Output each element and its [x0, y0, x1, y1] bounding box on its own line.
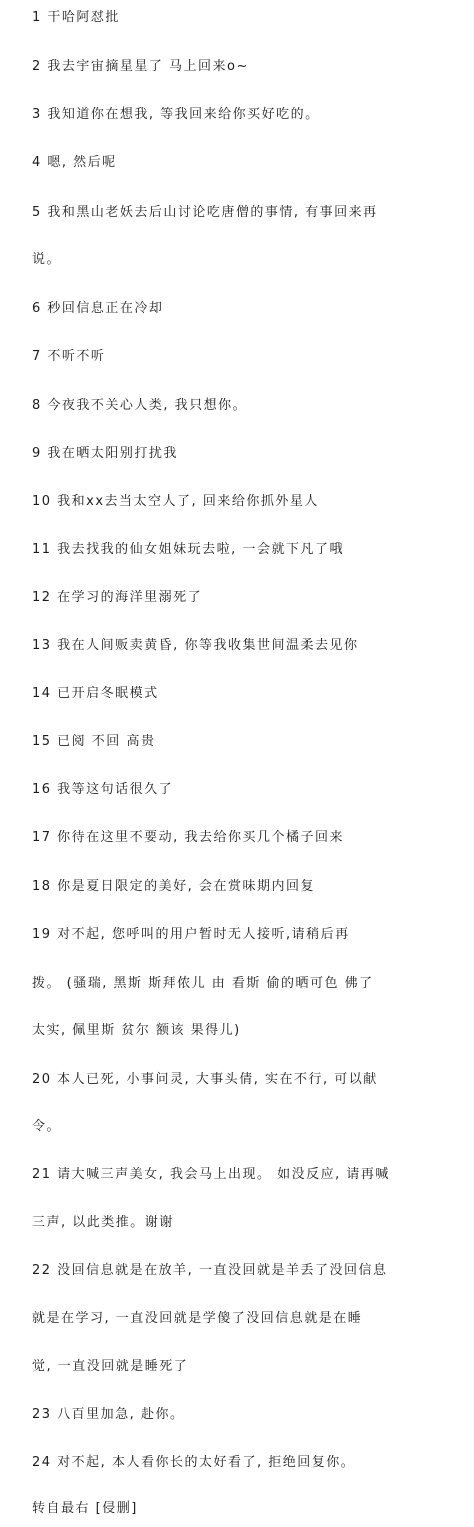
text-line: 12 在学习的海洋里溺死了 — [32, 590, 203, 605]
text-line: 13 我在人间贩卖黄昏, 你等我收集世间温柔去见你 — [32, 638, 359, 653]
text-line: 10 我和xx去当太空人了, 回来给你抓外星人 — [32, 494, 319, 509]
text-line: 21 请大喊三声美女, 我会马上出现。 如没反应, 请再喊 — [32, 1167, 390, 1182]
text-line: 9 我在晒太阳别打扰我 — [32, 446, 178, 461]
text-line: 17 你待在这里不要动, 我去给你买几个橘子回来 — [32, 830, 344, 845]
text-line: 说。 — [32, 252, 62, 267]
text-line: 15 已阅 不回 高贵 — [32, 734, 156, 749]
text-line: 24 对不起, 本人看你长的太好看了, 拒绝回复你。 — [32, 1455, 356, 1470]
text-line: 觉, 一直没回就是睡死了 — [32, 1359, 189, 1374]
text-line: 20 本人已死, 小事问灵, 大事头倩, 实在不行, 可以献 — [32, 1072, 378, 1087]
text-line: 三声, 以此类推。谢谢 — [32, 1215, 174, 1230]
text-line: 19 对不起, 您呼叫的用户暂时无人接听,请稍后再 — [32, 927, 350, 942]
text-line: 11 我去找我的仙女姐妹玩去啦, 一会就下凡了哦 — [32, 542, 344, 557]
text-line: 转自最右 [侵删] — [32, 1501, 138, 1516]
text-line: 23 八百里加急, 赴你。 — [32, 1407, 185, 1422]
text-line: 16 我等这句话很久了 — [32, 782, 174, 797]
text-line: 拨。 (骚瑞, 黑斯 斯拜侬儿 由 看斯 偷的晒可色 佛了 — [32, 976, 374, 991]
text-line: 2 我去宇宙摘星星了 马上回来o~ — [32, 59, 249, 74]
text-line: 4 嗯, 然后呢 — [32, 155, 117, 170]
text-line: 22 没回信息就是在放羊, 一直没回就是羊丢了没回信息 — [32, 1263, 388, 1278]
text-line: 18 你是夏日限定的美好, 会在赏味期内回复 — [32, 879, 315, 894]
text-line: 8 今夜我不关心人类, 我只想你。 — [32, 398, 248, 413]
text-line: 7 不听不听 — [32, 349, 106, 364]
text-line: 就是在学习, 一直没回就是学傻了没回信息就是在睡 — [32, 1311, 363, 1326]
text-line: 6 秒回信息正在冷却 — [32, 301, 164, 316]
text-line: 1 干哈阿怼批 — [32, 10, 120, 25]
text-line: 5 我和黑山老妖去后山讨论吃唐僧的事情, 有事回来再 — [32, 205, 378, 220]
text-line: 14 已开启冬眠模式 — [32, 686, 159, 701]
text-line: 3 我知道你在想我, 等我回来给你买好吃的。 — [32, 107, 320, 122]
text-line: 令。 — [32, 1119, 62, 1134]
text-line: 太实, 佩里斯 贫尔 额该 果得儿) — [32, 1023, 241, 1038]
